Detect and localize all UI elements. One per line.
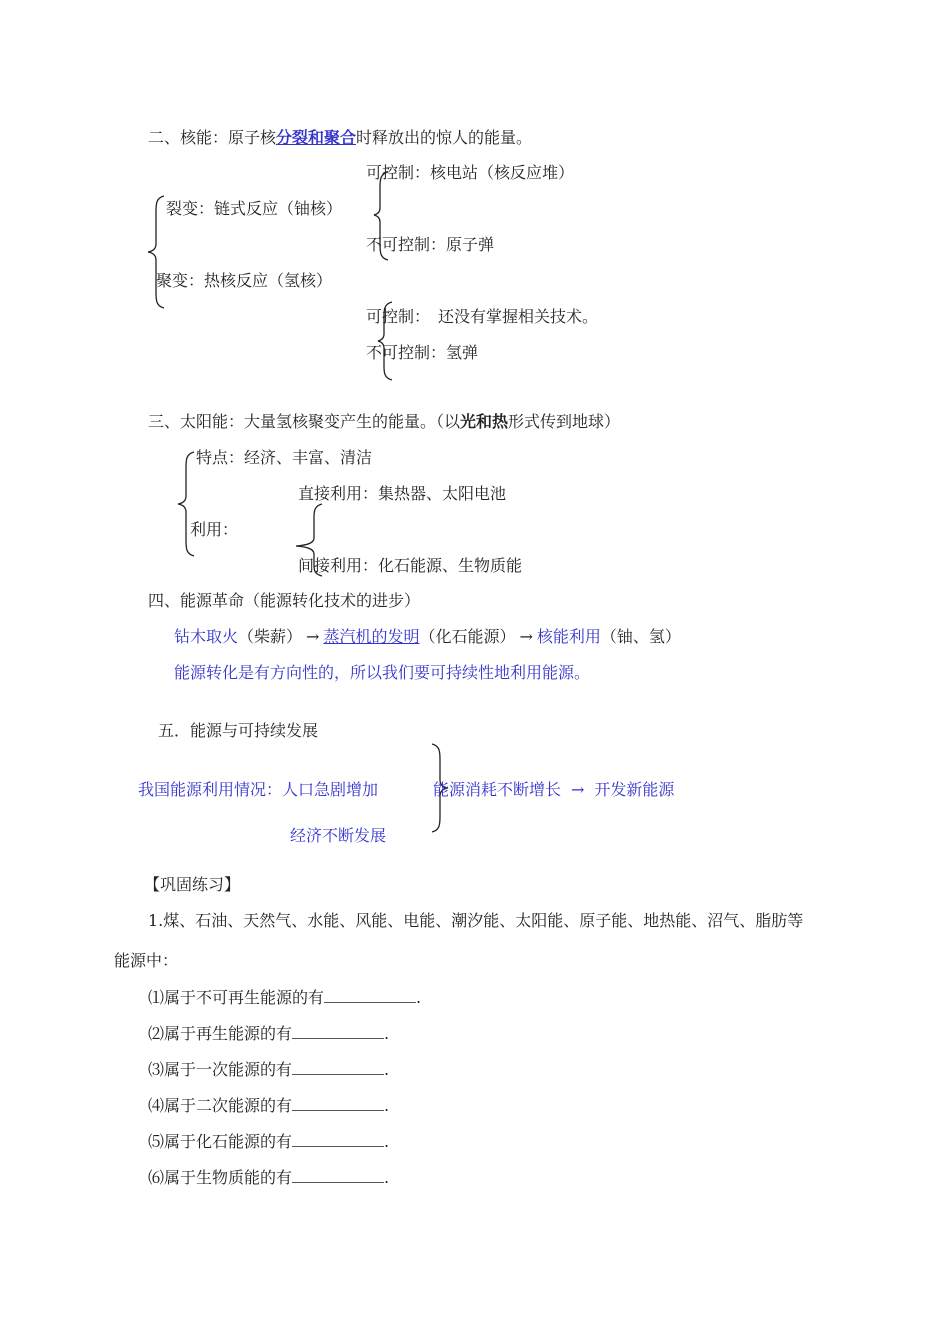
practice-item — [148, 1167, 389, 1188]
energy-direction-note: 能源转化是有方向性的，所以我们要可持续性地利用能源。 — [174, 663, 591, 682]
answer-blank[interactable] — [292, 1059, 384, 1075]
practice-item — [148, 1059, 389, 1080]
nuclear-heading-prefix: 二、核能：原子核 — [148, 128, 277, 147]
question-1-text: 1.煤、石油、天然气、水能、风能、电能、潮汐能、太阳能、原子能、地热能、沼气、脂肪等 — [148, 911, 804, 930]
step-steam-engine-note: （化石能源） — [419, 627, 516, 646]
question-1-text-cont: 能源中： — [114, 951, 179, 970]
economy-growth: 经济不断发展 — [290, 826, 387, 845]
fusion-type: 聚变：热核反应（氢核） — [156, 271, 333, 290]
period: . — [384, 1096, 390, 1115]
answer-blank[interactable] — [292, 1095, 384, 1111]
answer-blank[interactable] — [324, 987, 416, 1003]
sustainable-heading: 五．能源与可持续发展 — [158, 721, 319, 740]
consumption-growth: 能源消耗不断增长 — [433, 780, 562, 799]
solar-energy-heading — [148, 412, 620, 432]
fusion-uncontrollable: 不可控制：氢弹 — [366, 343, 479, 362]
period: . — [384, 1024, 390, 1043]
fission-fusion-keyword: 分裂和聚合 — [276, 128, 357, 147]
answer-blank[interactable] — [292, 1167, 384, 1183]
nuclear-energy-heading — [148, 128, 532, 148]
step-drill-fire-note: （柴薪） — [238, 627, 303, 646]
practice-item — [148, 987, 421, 1008]
fission-type: 裂变：链式反应（铀核） — [166, 199, 343, 218]
solar-direct-use: 直接利用：集热器、太阳电池 — [298, 484, 507, 503]
item-label: ⑶属于一次能源的有 — [148, 1060, 293, 1079]
solar-heading-suffix: 形式传到地球） — [508, 412, 621, 431]
solar-brace — [176, 452, 196, 556]
period: . — [384, 1132, 390, 1151]
energy-revolution-chain — [174, 627, 681, 647]
light-heat-keyword: 光和热 — [460, 412, 509, 431]
arrow-icon: → — [306, 627, 320, 646]
step-nuclear-use-note: （铀、氢） — [600, 627, 681, 646]
solar-use-label: 利用： — [190, 520, 239, 539]
period: . — [384, 1168, 390, 1187]
practice-item — [148, 1131, 389, 1152]
item-label: ⑵属于再生能源的有 — [148, 1024, 293, 1043]
period: . — [384, 1060, 390, 1079]
item-label: ⑴属于不可再生能源的有 — [148, 988, 325, 1007]
practice-item — [148, 1023, 389, 1044]
answer-blank[interactable] — [292, 1131, 384, 1147]
fusion-controllable: 可控制： 还没有掌握相关技术。 — [366, 307, 599, 326]
solar-heading-prefix: 三、太阳能：大量氢核聚变产生的能量。（以 — [148, 412, 461, 431]
consumption-chain — [433, 780, 674, 800]
practice-header: 【巩固练习】 — [144, 875, 241, 894]
arrow-icon: → — [519, 627, 533, 646]
item-label: ⑷属于二次能源的有 — [148, 1096, 293, 1115]
step-steam-engine: 蒸汽机的发明 — [323, 627, 420, 646]
practice-item — [148, 1095, 389, 1116]
item-label: ⑹属于生物质能的有 — [148, 1168, 293, 1187]
nuclear-type-brace — [146, 196, 166, 308]
item-label: ⑸属于化石能源的有 — [148, 1132, 293, 1151]
solar-indirect-use: 间接利用：化石能源、生物质能 — [298, 556, 523, 575]
fission-controllable: 可控制：核电站（核反应堆） — [366, 163, 575, 182]
answer-blank[interactable] — [292, 1023, 384, 1039]
energy-revolution-heading: 四、能源革命（能源转化技术的进步） — [148, 591, 421, 610]
arrow-icon: → — [571, 780, 585, 799]
fission-uncontrollable: 不可控制：原子弹 — [366, 235, 495, 254]
develop-new-energy: 开发新能源 — [594, 780, 675, 799]
fusion-control-brace — [376, 302, 396, 380]
period: . — [416, 988, 422, 1007]
step-drill-fire: 钻木取火 — [174, 627, 239, 646]
solar-feature: 特点：经济、丰富、清洁 — [196, 448, 373, 467]
energy-situation: 我国能源利用情况：人口急剧增加 — [138, 780, 379, 799]
step-nuclear-use: 核能利用 — [536, 627, 601, 646]
nuclear-heading-suffix: 时释放出的惊人的能量。 — [356, 128, 533, 147]
